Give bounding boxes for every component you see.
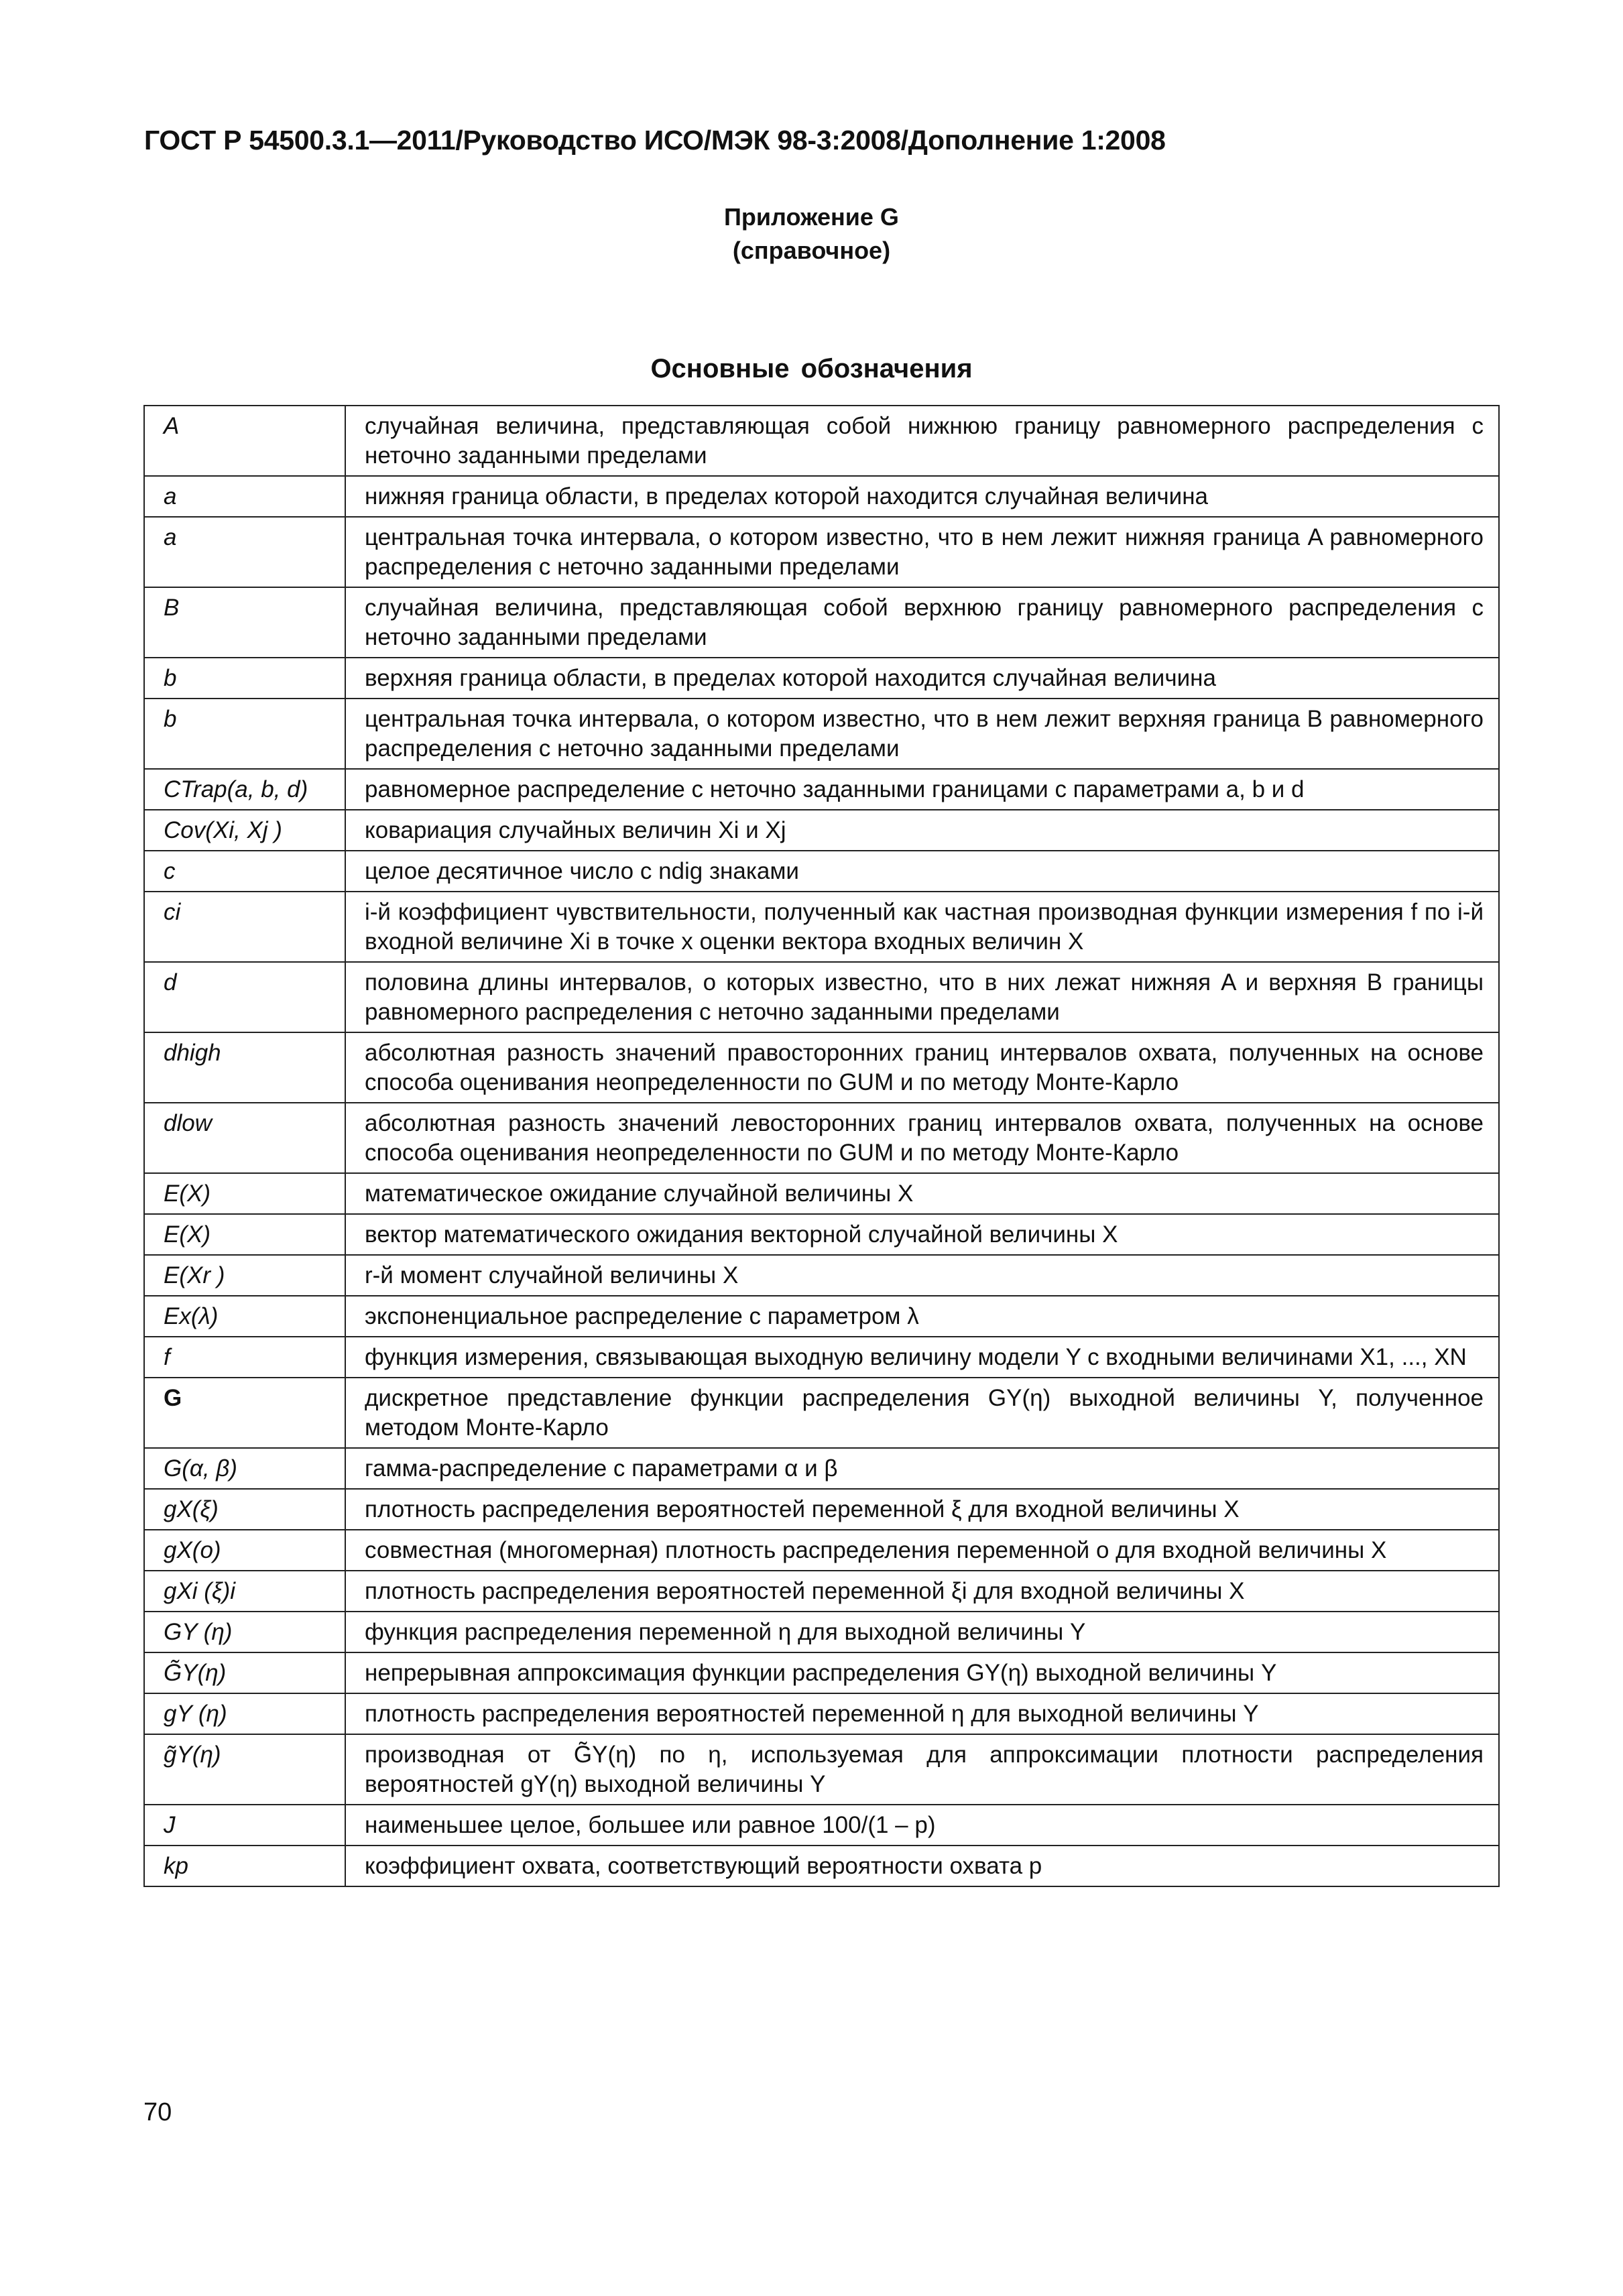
description-cell: гамма-распределение с параметрами α и β: [345, 1448, 1499, 1489]
annex-type: (справочное): [732, 237, 891, 264]
table-row: [144, 1693, 1499, 1734]
table-row: [144, 406, 1499, 476]
document-header: ГОСТ Р 54500.3.1—2011/Руководство ИСО/МЭК 98-3:2008/Дополнение 1:2008: [144, 125, 1166, 156]
table-row: [144, 587, 1499, 658]
page-number: 70: [143, 2098, 172, 2126]
symbol-cell: A: [144, 406, 345, 476]
description-cell: верхняя граница области, в пределах которой находится случайная величина: [345, 658, 1499, 699]
symbols-table-body: [144, 406, 1499, 1886]
table-row: [144, 517, 1499, 587]
table-row: [144, 1255, 1499, 1296]
description-cell: r-й момент случайной величины X: [345, 1255, 1499, 1296]
description-cell: i-й коэффициент чувствительности, полученный как частная производная функции измерения f по i-й входной величине Xi в точке x оценки вектора входных величин X: [345, 892, 1499, 962]
symbol-cell: G̃Y(η): [144, 1652, 345, 1693]
symbol-cell: gX(ξ): [144, 1489, 345, 1530]
symbol-cell: Ex(λ): [144, 1296, 345, 1337]
symbol-cell: a: [144, 476, 345, 517]
symbol-cell: gXi (ξ)i: [144, 1571, 345, 1612]
symbol-cell: f: [144, 1337, 345, 1378]
table-row: [144, 1032, 1499, 1103]
table-row: [144, 1612, 1499, 1652]
table-row: [144, 1846, 1499, 1886]
symbol-cell: dhigh: [144, 1032, 345, 1103]
table-row: [144, 1489, 1499, 1530]
description-cell: функция измерения, связывающая выходную величину модели Y с входными величинами X1, ..., XN: [345, 1337, 1499, 1378]
table-row: [144, 892, 1499, 962]
symbol-cell: GY (η): [144, 1612, 345, 1652]
table-row: [144, 1448, 1499, 1489]
description-cell: нижняя граница области, в пределах которой находится случайная величина: [345, 476, 1499, 517]
symbol-cell: c: [144, 851, 345, 892]
annex-title: Приложение G: [724, 203, 899, 231]
table-row: [144, 1103, 1499, 1173]
description-cell: случайная величина, представляющая собой нижнюю границу равномерного распределения с неточно заданными пределами: [345, 406, 1499, 476]
table-row: [144, 1652, 1499, 1693]
table-row: [144, 1296, 1499, 1337]
description-cell: функция распределения переменной η для выходной величины Y: [345, 1612, 1499, 1652]
symbol-cell: E(Xr ): [144, 1255, 345, 1296]
symbol-cell: G: [144, 1378, 345, 1448]
symbol-cell: E(X): [144, 1173, 345, 1214]
description-cell: коэффициент охвата, соответствующий вероятности охвата p: [345, 1846, 1499, 1886]
symbols-table: [143, 405, 1500, 1887]
description-cell: половина длины интервалов, о которых известно, что в них лежат нижняя A и верхняя B границы равномерного распределения с неточно заданными пределами: [345, 962, 1499, 1032]
symbol-cell: dlow: [144, 1103, 345, 1173]
symbol-cell: CTrap(a, b, d): [144, 769, 345, 810]
description-cell: производная от G̃Y(η) по η, используемая для аппроксимации плотности распределения вероятностей gY(η) выходной величины Y: [345, 1734, 1499, 1805]
symbol-cell: gY (η): [144, 1693, 345, 1734]
description-cell: плотность распределения вероятностей переменной η для выходной величины Y: [345, 1693, 1499, 1734]
symbol-cell: Cov(Xi, Xj ): [144, 810, 345, 851]
description-cell: равномерное распределение с неточно заданными границами с параметрами a, b и d: [345, 769, 1499, 810]
table-row: [144, 658, 1499, 699]
section-title: Основные обозначения: [650, 354, 973, 383]
description-cell: абсолютная разность значений правосторонних границ интервалов охвата, полученных на основе способа оценивания неопределенности по GUM и по методу Монте-Карло: [345, 1032, 1499, 1103]
table-row: [144, 1337, 1499, 1378]
symbol-cell: a: [144, 517, 345, 587]
description-cell: математическое ожидание случайной величины X: [345, 1173, 1499, 1214]
table-row: [144, 476, 1499, 517]
symbol-cell: b: [144, 699, 345, 769]
table-row: [144, 1734, 1499, 1805]
symbol-cell: G(α, β): [144, 1448, 345, 1489]
symbol-cell: E(X): [144, 1214, 345, 1255]
symbol-cell: d: [144, 962, 345, 1032]
symbol-cell: J: [144, 1805, 345, 1846]
description-cell: ковариация случайных величин Xi и Xj: [345, 810, 1499, 851]
description-cell: дискретное представление функции распределения GY(η) выходной величины Y, полученное методом Монте-Карло: [345, 1378, 1499, 1448]
table-row: [144, 810, 1499, 851]
description-cell: непрерывная аппроксимация функции распределения GY(η) выходной величины Y: [345, 1652, 1499, 1693]
table-row: [144, 851, 1499, 892]
symbol-cell: kp: [144, 1846, 345, 1886]
description-cell: плотность распределения вероятностей переменной ξi для входной величины X: [345, 1571, 1499, 1612]
description-cell: центральная точка интервала, о котором известно, что в нем лежит верхняя граница B равномерного распределения с неточно заданными пределами: [345, 699, 1499, 769]
description-cell: случайная величина, представляющая собой верхнюю границу равномерного распределения с неточно заданными пределами: [345, 587, 1499, 658]
symbol-cell: b: [144, 658, 345, 699]
description-cell: плотность распределения вероятностей переменной ξ для входной величины X: [345, 1489, 1499, 1530]
table-row: [144, 1530, 1499, 1571]
table-row: [144, 1805, 1499, 1846]
table-row: [144, 962, 1499, 1032]
table-row: [144, 1571, 1499, 1612]
symbol-cell: gX(o): [144, 1530, 345, 1571]
table-row: [144, 1378, 1499, 1448]
description-cell: целое десятичное число с ndig знаками: [345, 851, 1499, 892]
symbol-cell: g̃Y(η): [144, 1734, 345, 1805]
description-cell: абсолютная разность значений левосторонних границ интервалов охвата, полученных на основе способа оценивания неопределенности по GUM и по методу Монте-Карло: [345, 1103, 1499, 1173]
description-cell: экспоненциальное распределение с параметром λ: [345, 1296, 1499, 1337]
description-cell: наименьшее целое, большее или равное 100/(1 – p): [345, 1805, 1499, 1846]
table-row: [144, 769, 1499, 810]
table-row: [144, 1173, 1499, 1214]
table-row: [144, 699, 1499, 769]
description-cell: центральная точка интервала, о котором известно, что в нем лежит нижняя граница A равномерного распределения с неточно заданными пределами: [345, 517, 1499, 587]
description-cell: совместная (многомерная) плотность распределения переменной o для входной величины X: [345, 1530, 1499, 1571]
description-cell: вектор математического ожидания векторной случайной величины X: [345, 1214, 1499, 1255]
symbol-cell: B: [144, 587, 345, 658]
table-row: [144, 1214, 1499, 1255]
symbol-cell: ci: [144, 892, 345, 962]
